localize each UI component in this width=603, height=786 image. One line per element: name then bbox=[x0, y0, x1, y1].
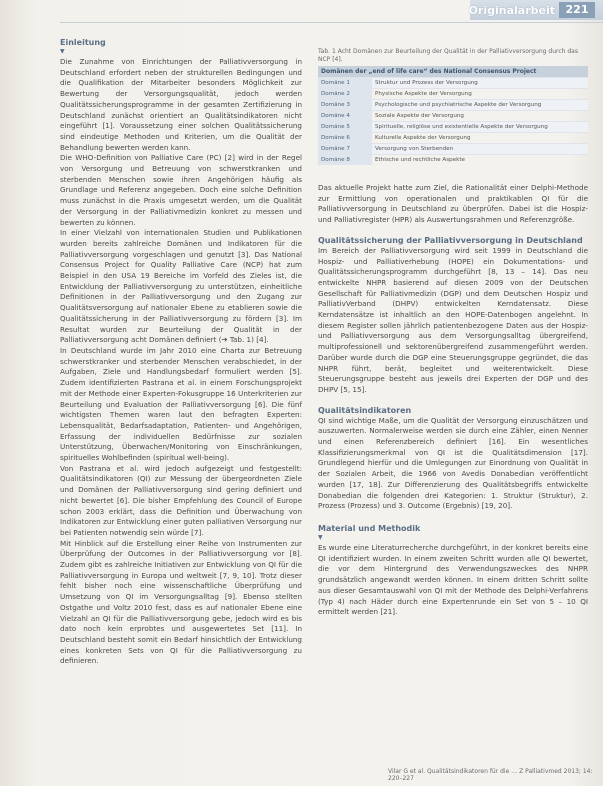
table-header: Domänen der „end of life care“ des National Consensus Project bbox=[318, 66, 588, 78]
heading-einleitung: Einleitung bbox=[60, 38, 106, 47]
domain-description: Struktur und Prozess der Versorgung bbox=[372, 78, 588, 89]
domain-description: Psychologische und psychiatrische Aspekte der Versorgung bbox=[372, 100, 588, 111]
section-marker-icon: ▼ bbox=[60, 48, 65, 55]
domain-label: Domäne 6 bbox=[318, 133, 372, 144]
table-row bbox=[318, 89, 588, 100]
domains-table bbox=[318, 66, 588, 165]
domain-label: Domäne 2 bbox=[318, 89, 372, 100]
domain-description: Ethische und rechtliche Aspekte bbox=[372, 155, 588, 166]
heading-qualitaetsindikatoren: Qualitätsindikatoren bbox=[318, 405, 412, 415]
domain-label: Domäne 1 bbox=[318, 78, 372, 89]
domain-description: Spirituelle, religiöse und existentielle Aspekte der Versorgung bbox=[372, 122, 588, 133]
table-caption: Tab. 1 Acht Domänen zur Beurteilung der Qualität in der Palliativversorgung durch das NCP [4]. bbox=[318, 48, 578, 63]
heading-methodik: Material und Methodik bbox=[318, 523, 421, 533]
domain-label: Domäne 3 bbox=[318, 100, 372, 111]
table-row bbox=[318, 133, 588, 144]
table-row bbox=[318, 111, 588, 122]
methodik-text: Es wurde eine Literaturrecherche durchgeführt, in der konkret bereits eine QI identifiziert wurden. In einem zweiten Schritt wurden alle QI bewertet, die vor dem Hintergrund des Verwendungszweckes des NHPR grundsätzlich angewandt werden können. In einem dritten Schritt sollte aus dieser Gesamtauswahl von QI mit der Methode des Delphi-Verfahrens (Typ 4) nach Häder durch eine Expertenrunde ein Set von 5 – 10 QI ermittelt werden [21]. bbox=[318, 542, 588, 617]
heading-qualitaetssicherung: Qualitätssicherung der Palliativversorgung in Deutschland bbox=[318, 235, 583, 245]
domain-description: Physische Aspekte der Versorgung bbox=[372, 89, 588, 100]
einleitung-text-continued: In einer Vielzahl von internationalen Studien und Publikationen wurden bereits zahlreiche Domänen und Indikatoren für die Palliativversorgung vorgeschlagen und genutzt [3]. Das National Consensus Project for Quality Palliative Care (NCP) hat zum Beispiel in den USA 19 Bereiche im Vorfeld des Zieles ist, die Entwicklung der Palliativversorgung zu unterstützen, einheitliche Definitionen in der Palliativversorgung und den Zugang zur Qualitätsversorgung auf nationaler Ebene zu etablieren sowie die Qualitätssicherung in der Palliativversorgung zu fördern [3]. Im Resultat wurden zur Beurteilung der Qualität in der Palliativversorgung acht Domänen definiert (➔ Tab. 1) [4]. In Deutschland wurde im Jahr 2010 eine Charta zur Betreuung schwerstkranker und sterbender Menschen verabschiedet, in der Aufgaben, Ziele und Handlungsbedarf formuliert werden [5]. Zudem identifizierten Pastrana et al. in einem Forschungsprojekt mit der Methode einer Experten-Fokusgruppe 16 Unterkriterien zur Beurteilung und Evaluation der Palliativversorgung [6]. Die fünf wichtigsten Themen waren laut den befragten Experten: Lebensqualität, Bedarfsadaptation, Patienten- und Angehörigen, Erfassung der individuellen Bedürfnisse zur sozialen Unterstützung, Überwachen/Monitoring von Einschränkungen, spirituelles Wohlbefinden (spiritual well-being). Von Pastrana et al. wird jedoch aufgezeigt und festgestellt: Qualitätsindikatoren (QI) zur Messung der übergeordneten Ziele und Domänen der Palliativversorgung sind gering definiert und nicht bewertet [6]. Die bisher Empfehlung des Council of Europe schon 2003 erklärt, dass die Definition und Überwachung von Indikatoren zur Entwicklung einer guten palliativen Versorgung nur bei Patienten notwendig sein würde [7]. Mit Hinblick auf die Erstellung einer Reihe von Instrumenten zur Überprüfung der Outcomes in der Palliativversorgung vor [8]. Zudem gibt es zahlreiche Initiativen zur Entwicklung von QI für die Palliativversorgung in Europa und weltweit [7, 9, 10]. Trotz dieser fehlt bisher noch eine wissenschaftliche Überprüfung und Umsetzung von QI im Versorgungsalltag [9]. Ebenso stellten Ostgathe und Voltz 2010 fest, dass es auf nationaler Ebene eine Vielzahl an QI für die Palliativversorgung gebe, jedoch wird es bis dato noch kein erprobtes und ausgewertetes Set [11]. In Deutschland besteht somit ein Bedarf hinsichtlich der Entwicklung eines konkreten Sets von QI für die Palliativversorgung zu definieren. bbox=[60, 228, 302, 666]
einleitung-text: Die Zunahme von Einrichtungen der Palliativversorgung in Deutschland erfordert neben der strukturellen Bedingungen und die Qualifikation der Mitarbeiter besonders Möglichkeit zur Bewertung der Versorgungsqualität, jedoch werden Qualitätssicherungsprogramme in der gesamten Zertifizierung in Deutschland zunächst orientiert an Qualitätsindikatoren nicht eingeführt [1]. Voraussetzung einer solchen Qualitätssicherung sind eindeutige Methoden und Kriterien, um die Qualität der Behandlung bewerten werden kann. Die WHO-Definition von Palliative Care (PC) [2] wird in der Regel von Versorgung und Betreuung von schwerstkranken und sterbenden Menschen sowie ihren Angehörigen häufig als Grundlage und Referenz angegeben. Doch eine solche Definition muss zunächst in die Praxis umgesetzt werden, um die Qualität der Versorgung in der Palliativmedizin konkret zu messen und bewerten zu können. bbox=[60, 57, 302, 227]
table-row bbox=[318, 155, 588, 166]
section-marker-icon: ▼ bbox=[318, 533, 323, 541]
domain-description: Kulturelle Aspekte der Versorgung bbox=[372, 133, 588, 144]
domain-label: Domäne 5 bbox=[318, 122, 372, 133]
table-row bbox=[318, 100, 588, 111]
domain-description: Versorgung von Sterbenden bbox=[372, 144, 588, 155]
header-divider bbox=[60, 22, 603, 23]
qualitaetsindikatoren-text: QI sind wichtige Maße, um die Qualität der Versorgung einzuschätzen und auszuwerten. Normalerweise werden sie durch eine Zähler, einen Nenner und einen Referenzbereich definiert [16]. Ein wesentliches Klassifizierungsmerkmal von QI ist die Qualitätsdimension [17]. Grundlegend hierfür und die Umlegungen zur Einordnung von Qualität in der Sozialen Arbeit, die 1966 von Avedis Donabedian veröffentlicht wurden [17, 18]. Zur Differenzierung des Qualitätsbegriffs entwickelte Donabedian die folgenden drei Kategorien: 1. Struktur (Struktur), 2. Prozess (Prozess) und 3. Outcome (Ergebnis) [19, 20]. bbox=[318, 415, 588, 511]
qualitaetssicherung-text: Im Bereich der Palliativversorgung wird seit 1999 in Deutschland die Hospiz- und Palliativerhebung (HOPE) ein Dokumentations- und Qualitätssicherungsprogramm durchgeführt [8, 13 – 14]. Das neu entwickelte NHPR basierend auf diesen 2009 von der Deutschen Gesellschaft für Palliativmedizin (DGP) und dem Deutschen Hospiz und PalliativVerband (DHPV) entwickelten Kerndatensatz. Diese Kerndatensätze ist inhaltlich an den HOPE-Datenbogen angelehnt. In diesem Register sollen jährlich patientenbezogene Daten aus der Hospiz- und Palliativversorgung aus dem Versorgungsalltag übergreifend, multiprofessionell und sektorenübergreifend zusammengeführt werden. Darüber wurde durch die DGP eine Steuerungsgruppe gegründet, die das NHPR führt, berät, begleitet und weiterentwickelt. Diese Steuerungsgruppe besteht aus jeweils drei Experten der DGP und des DHPV [5, 15]. bbox=[318, 245, 588, 394]
domain-label: Domäne 8 bbox=[318, 155, 372, 166]
left-column bbox=[60, 38, 302, 667]
right-column bbox=[318, 48, 588, 618]
table-row bbox=[318, 78, 588, 89]
table-row bbox=[318, 122, 588, 133]
domain-label: Domäne 4 bbox=[318, 111, 372, 122]
domain-label: Domäne 7 bbox=[318, 144, 372, 155]
footer-citation: Vilar G et al. Qualitätsindikatoren für die … Z Palliativmed 2013; 14: 220–227 bbox=[388, 768, 593, 782]
section-label: Originalarbeit bbox=[468, 4, 555, 17]
domain-description: Soziale Aspekte der Versorgung bbox=[372, 111, 588, 122]
page-number: 221 bbox=[559, 2, 595, 18]
project-aim-text: Das aktuelle Projekt hatte zum Ziel, die Rationalität einer Delphi-Methode zur Ermittlung von operationalen und praktikablen QI für die Palliativversorgung in Deutschland zu überprüfen. Dabei ist die Hospiz- und Palliativregister (HPR) als Auswertungsrahmen und Referenzgröße. bbox=[318, 183, 588, 225]
table-row bbox=[318, 144, 588, 155]
